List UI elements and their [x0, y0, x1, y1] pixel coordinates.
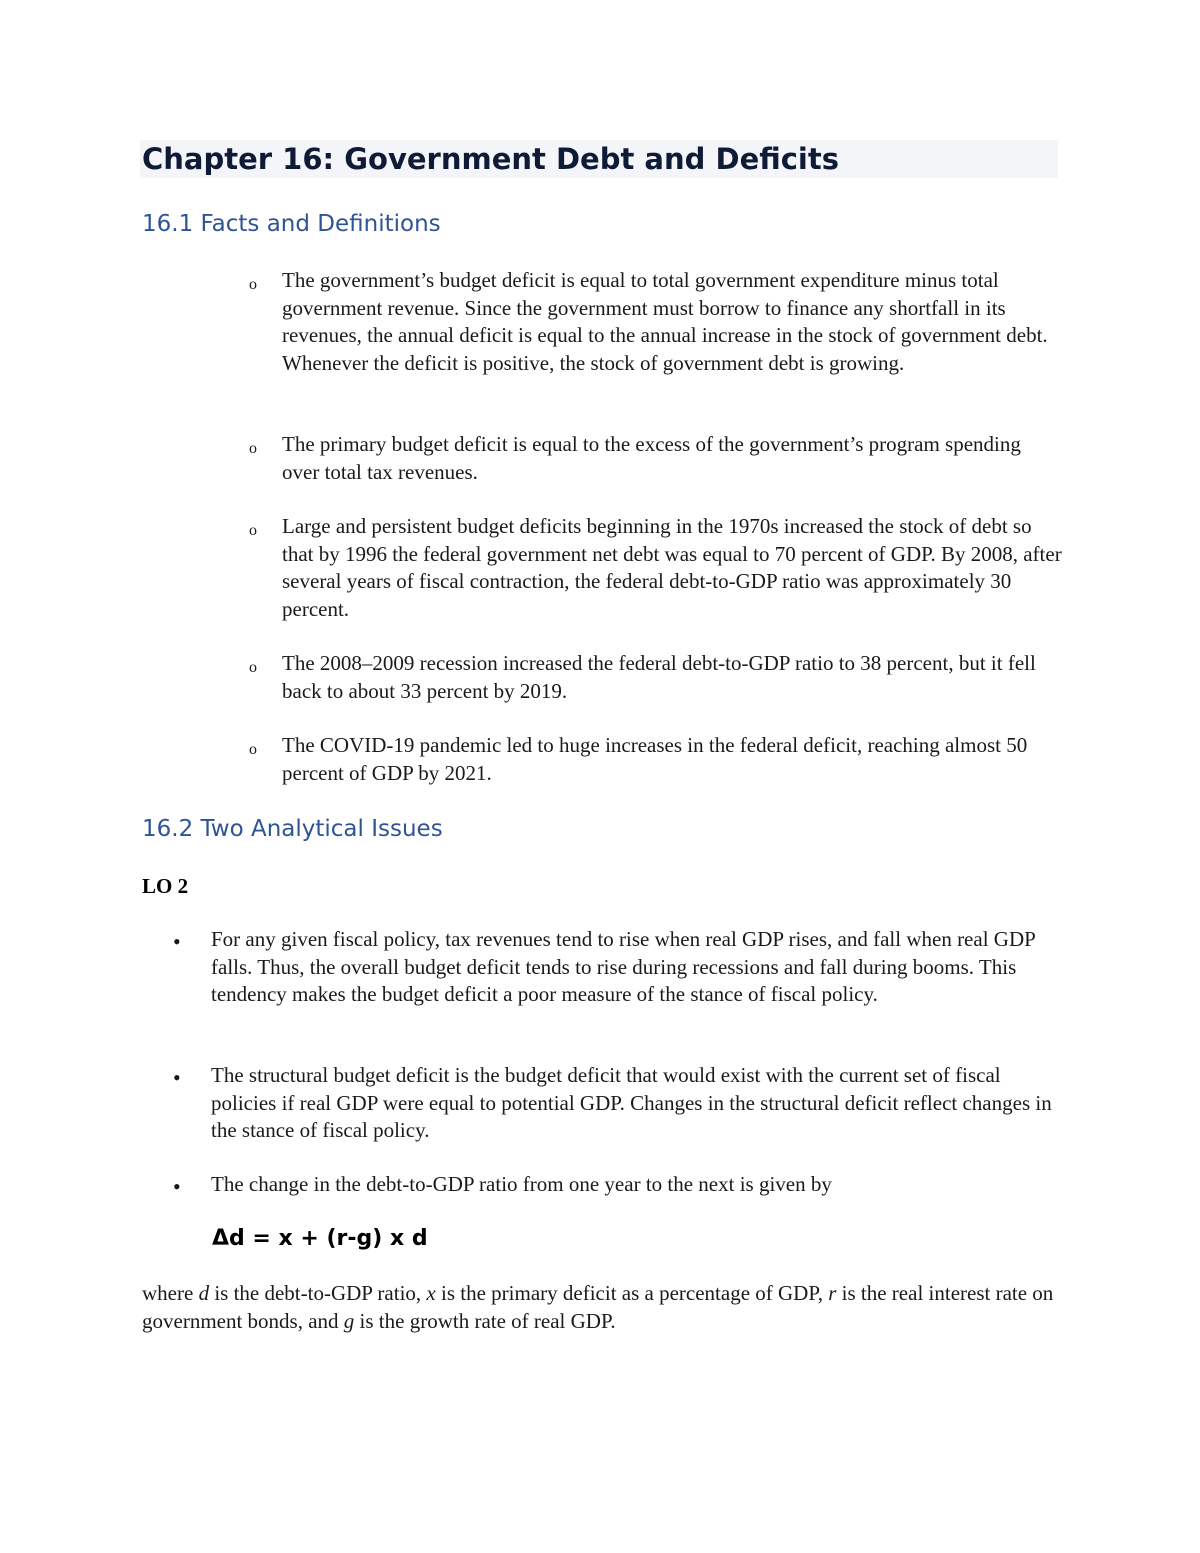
explanation-text: is the growth rate of real GDP.: [354, 1308, 616, 1333]
list-item: The 2008–2009 recession increased the federal debt-to-GDP ratio to 38 percent, but it fell back to about 33 percent by 2019.: [282, 651, 1036, 703]
list-item: The COVID-19 pandemic led to huge increases in the federal deficit, reaching almost 50 percent of GDP by 2021.: [282, 733, 1028, 785]
formula-explanation: [142, 1280, 1062, 1335]
list-item: The change in the debt-to-GDP ratio from one year to the next is given by: [211, 1172, 832, 1196]
explanation-text: is the debt-to-GDP ratio,: [209, 1281, 427, 1305]
explanation-text: is the primary deficit as a percentage of GDP,: [435, 1281, 829, 1305]
chapter-title: Chapter 16: Government Debt and Deficits: [140, 140, 1058, 178]
list-marker: o: [249, 522, 257, 539]
explanation-text: where: [142, 1281, 199, 1305]
list-marker: •: [173, 1065, 181, 1090]
section-heading-16-2: 16.2 Two Analytical Issues: [142, 816, 443, 842]
variable-g: g: [343, 1308, 355, 1333]
list-item: The structural budget deficit is the budget deficit that would exist with the current set of fiscal policies if real GDP were equal to potential GDP. Changes in the structural deficit reflect changes in the stance of fiscal policy.: [211, 1063, 1052, 1142]
explanation-text: is the real interest rate on government bonds, and: [142, 1281, 1054, 1333]
section-heading-16-1: 16.1 Facts and Definitions: [142, 211, 441, 237]
variable-d: d: [198, 1281, 210, 1305]
list-marker: o: [249, 440, 257, 457]
list-item: The government’s budget deficit is equal to total government expenditure minus total government revenue. Since the government must borrow to finance any shortfall in its revenues, the annual deficit is equal to the annual increase in the stock of government debt. Whenever the deficit is positive, the stock of government debt is growing.: [282, 268, 1048, 375]
list-item: Large and persistent budget deficits beginning in the 1970s increased the stock of debt so that by 1996 the federal government net debt was equal to 70 percent of GDP. By 2008, after several years of fiscal contraction, the federal debt-to-GDP ratio was approximately 30 percent.: [282, 514, 1062, 621]
list-marker: •: [173, 1174, 181, 1199]
list-item: The primary budget deficit is equal to the excess of the government’s program spending over total tax revenues.: [282, 432, 1021, 484]
variable-r: r: [828, 1281, 837, 1305]
list-item: For any given fiscal policy, tax revenues tend to rise when real GDP rises, and fall when real GDP falls. Thus, the overall budget deficit tends to rise during recessions and fall during booms. This tendency makes the budget deficit a poor measure of the stance of fiscal policy.: [211, 927, 1036, 1006]
learning-objective-label: LO 2: [142, 874, 189, 898]
variable-x: x: [426, 1281, 436, 1305]
list-marker: •: [173, 929, 181, 954]
list-marker: o: [249, 741, 257, 758]
list-marker: o: [249, 276, 257, 293]
debt-ratio-formula: Δd = x + (r-g) x d: [212, 1226, 428, 1251]
list-marker: o: [249, 659, 257, 676]
